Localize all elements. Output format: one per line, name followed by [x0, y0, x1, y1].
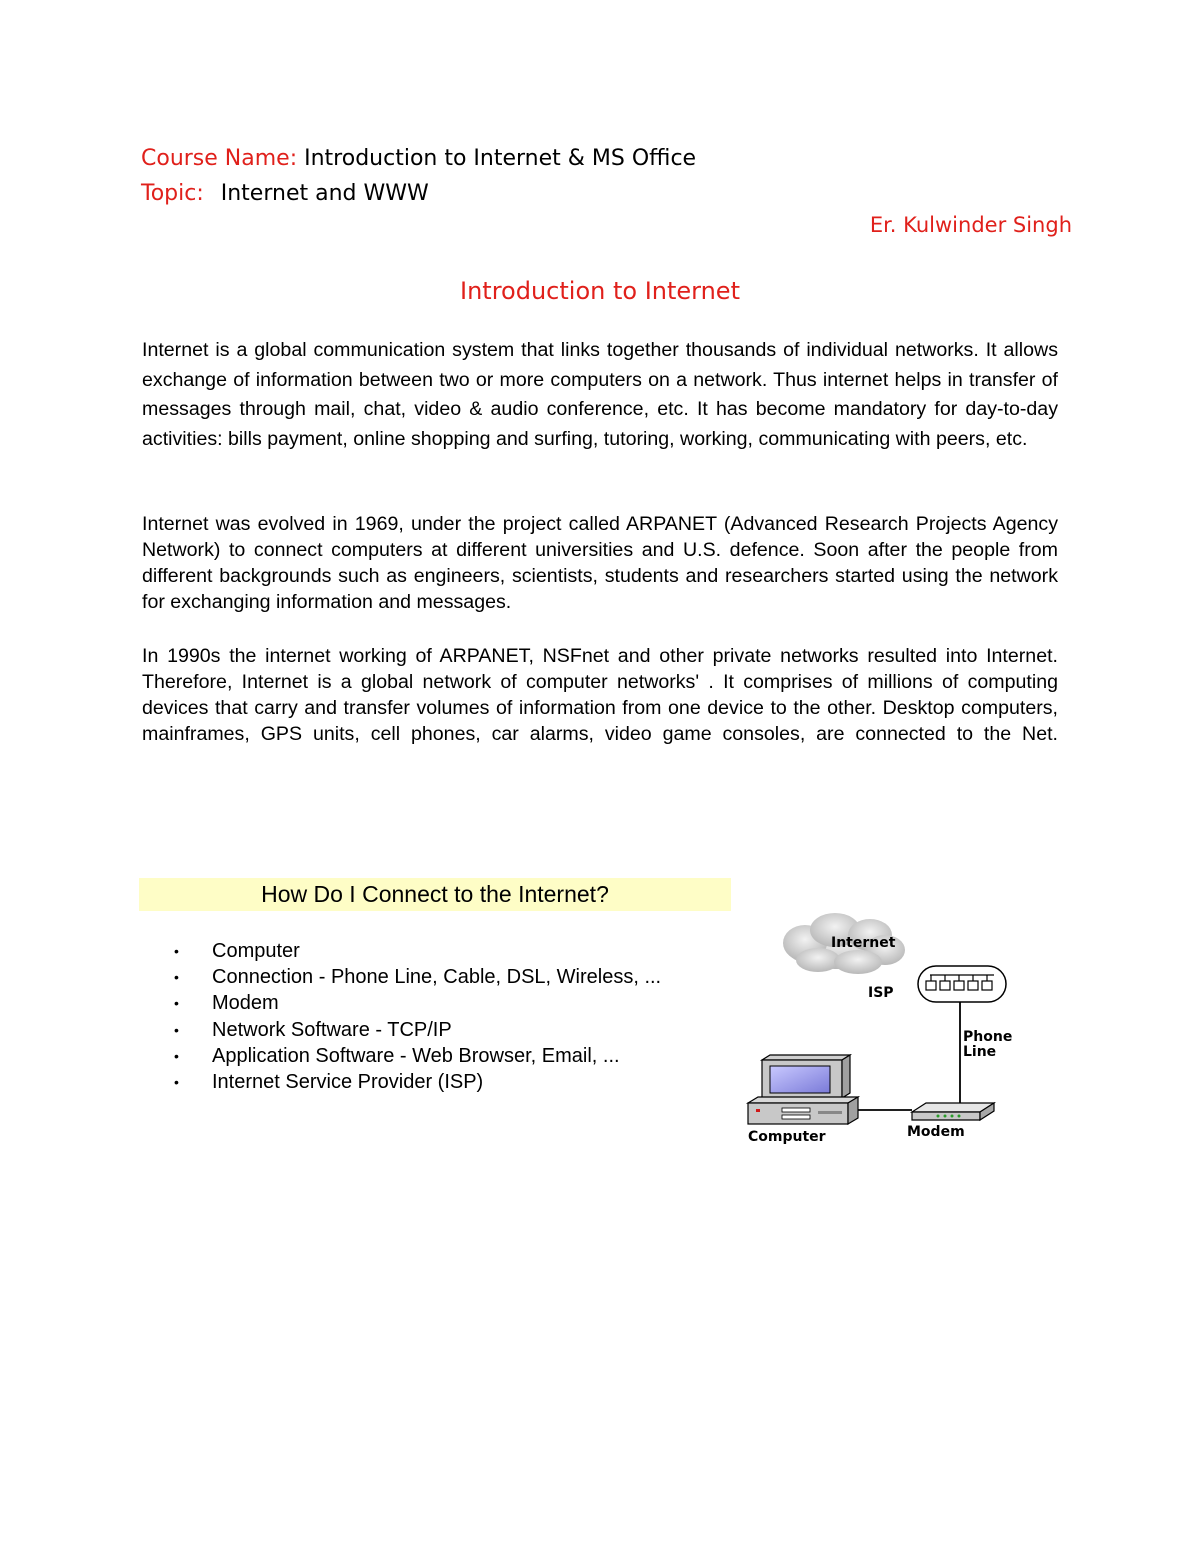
connect-heading: How Do I Connect to the Internet?: [261, 881, 609, 907]
internet-label: Internet: [831, 935, 896, 951]
course-name-label: Course Name:: [141, 146, 298, 171]
author-name: Er. Kulwinder Singh: [869, 213, 1072, 237]
bullet-icon: •: [174, 995, 179, 1012]
topic-value: Internet and WWW: [220, 181, 429, 206]
list-item: • Computer: [174, 940, 300, 962]
document-title: Introduction to Internet: [460, 277, 740, 305]
phone-label: Phone: [963, 1029, 1013, 1045]
computer-label: Computer: [748, 1129, 826, 1145]
bullet-icon: •: [174, 943, 179, 959]
paragraph-network-of-networks: In 1990s the internet working of ARPANET, NSFnet and other private networks resulted into Internet. Therefore, Internet is a global network of computer networks' . It comprises of millions of computing devices that carry and transfer volumes of information from one device to the other. Desktop computers, mainframes, GPS units, cell phones, car alarms, video game consoles, are connected to the Net.: [142, 645, 1058, 745]
paragraph-intro: Internet is a global communication system that links together thousands of individual networks. It allows exchange of information between two or more computers on a network. Thus internet helps in transfer of messages through mail, chat, video & audio conference, etc. It has become mandatory for day-to-day activities: bills payment, online shopping and surfing, tutoring, working, communicating with peers, etc.: [142, 339, 1058, 450]
bullet-icon: •: [174, 1047, 179, 1064]
list-item: • Connection - Phone Line, Cable, DSL, Wireless, ...: [174, 966, 662, 989]
isp-label: ISP: [868, 985, 894, 1001]
course-name-value: Introduction to Internet & MS Office: [304, 146, 697, 171]
modem-label: Modem: [907, 1124, 965, 1140]
line-label: Line: [963, 1044, 997, 1060]
list-item: • Modem: [174, 992, 279, 1015]
paragraph-history: Internet was evolved in 1969, under the project called ARPANET (Advanced Research Projects Agency Network) to connect computers at different universities and U.S. defence. Soon after the people from different backgrounds such as engineers, scientists, students and researchers started using the network for exchanging information and messages.: [142, 513, 1058, 613]
internet-connection-diagram: [740, 905, 1040, 1150]
computer-icon: [748, 1055, 858, 1124]
topic-line: [141, 181, 429, 206]
bullet-icon: •: [174, 1021, 179, 1038]
connect-requirements-list: [174, 938, 661, 1095]
bullet-icon: •: [174, 1073, 179, 1090]
topic-label: Topic:: [141, 181, 204, 206]
isp-router-icon: [918, 966, 1006, 1002]
list-item: • Network Software - TCP/IP: [174, 1018, 452, 1041]
list-item: • Application Software - Web Browser, Email, ...: [174, 1044, 620, 1067]
modem-icon: [912, 1103, 994, 1120]
list-item: • Internet Service Provider (ISP): [174, 1070, 484, 1093]
connect-heading-box: [139, 878, 731, 911]
course-name-line: [141, 146, 696, 171]
bullet-icon: •: [174, 969, 179, 986]
